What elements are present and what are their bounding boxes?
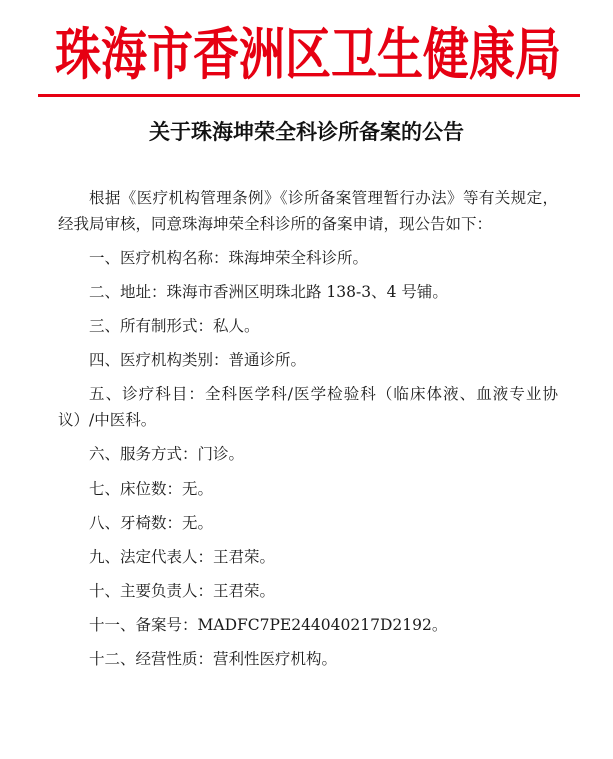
letterhead-divider — [38, 94, 580, 97]
item-dental-chairs: 八、牙椅数：无。 — [89, 513, 214, 532]
item-departments: 五、诊疗科目：全科医学科/医学检验科（临床体液、血液专业协议）/中医科。 — [58, 385, 558, 430]
item-ownership: 三、所有制形式：私人。 — [89, 317, 260, 336]
document-body — [58, 185, 558, 680]
item-principal: 十、主要负责人：王君荣。 — [89, 581, 276, 600]
letterhead-org-name: 珠海市香洲区卫生健康局 — [55, 21, 561, 88]
item-business-nature: 十二、经营性质：营利性医疗机构。 — [89, 650, 338, 669]
item-category: 四、医疗机构类别：普通诊所。 — [89, 351, 307, 370]
item-address: 二、地址：珠海市香洲区明珠北路 138-3、4 号铺。 — [89, 283, 448, 302]
item-clinic-name: 一、医疗机构名称：珠海坤荣全科诊所。 — [89, 249, 369, 267]
item-service-mode: 六、服务方式：门诊。 — [89, 445, 245, 464]
letterhead — [38, 12, 578, 90]
intro-paragraph: 根据《医疗机构管理条例》《诊所备案管理暂行办法》等有关规定，经我局审核，同意珠海坤荣全科诊所的备案申请，现公告如下： — [58, 189, 558, 233]
item-registration-number: 十一、备案号：MADFC7PE244040217D2192。 — [89, 615, 448, 634]
document-title: 关于珠海坤荣全科诊所备案的公告 — [149, 120, 464, 144]
item-beds: 七、床位数：无。 — [89, 479, 214, 498]
item-legal-representative: 九、法定代表人：王君荣。 — [89, 547, 276, 566]
